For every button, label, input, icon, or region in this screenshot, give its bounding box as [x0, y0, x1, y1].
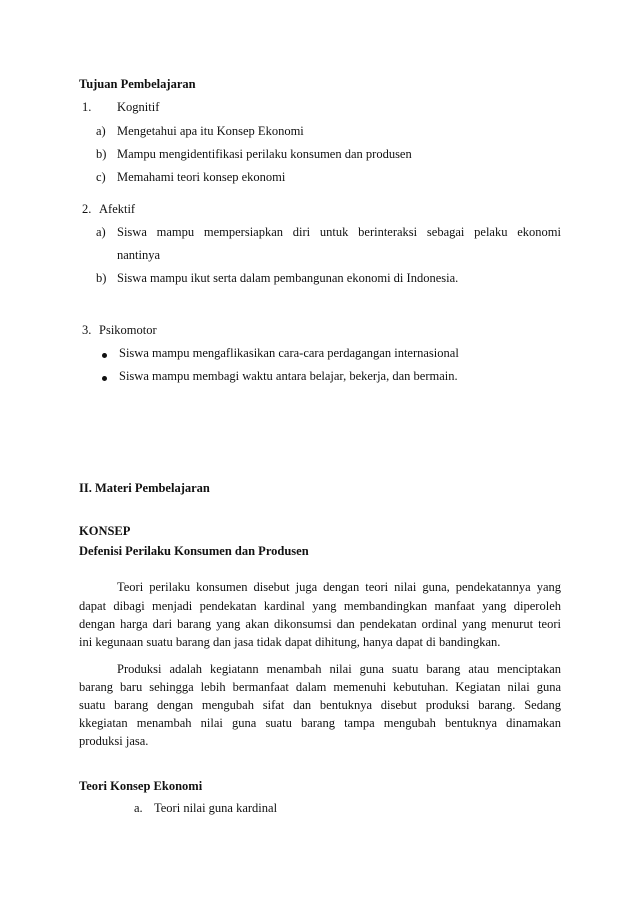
paragraph-line: Teori perilaku konsumen disebut juga dengan teori nilai guna, pendekatannya yang	[117, 580, 561, 594]
psikomotor-bullet-text: Siswa mampu membagi waktu antara belajar, bekerja, dan bermain.	[119, 369, 458, 383]
afektif-item-text-line: Siswa mampu mempersiapkan diri untuk berinteraksi sebagai pelaku ekonomi	[117, 225, 561, 239]
konsep-heading: KONSEP	[79, 524, 131, 538]
tujuan-title: Tujuan Pembelajaran	[79, 77, 196, 91]
teori-item-text: Teori nilai guna kardinal	[154, 801, 278, 815]
teori-item-letter: a.	[134, 801, 143, 815]
kognitif-item-letter: a)	[96, 124, 106, 138]
paragraph-line: barang baru sehingga lebih bermanfaat dalam memenuhi kebutuhan. Kegiatan nilai guna	[79, 680, 561, 694]
bullet-icon	[102, 376, 107, 381]
kognitif-item-text: Memahami teori konsep ekonomi	[117, 170, 286, 184]
kognitif-item-letter: b)	[96, 147, 107, 161]
kognitif-item-letter: c)	[96, 170, 106, 184]
kognitif-item-text: Mengetahui apa itu Konsep Ekonomi	[117, 124, 304, 138]
paragraph-line: kkegiatan menambah nilai guna suatu barang tampa mengubah bentuknya dinamakan	[79, 716, 561, 730]
paragraph-line: dapat dibagi menjadi pendekatan kardinal yang membandingkan manfaat yang diperoleh	[79, 599, 561, 613]
definisi-title: Defenisi Perilaku Konsumen dan Produsen	[79, 544, 309, 558]
kognitif-item-text: Mampu mengidentifikasi perilaku konsumen dan produsen	[117, 147, 412, 161]
psikomotor-bullet-text: Siswa mampu mengaflikasikan cara-cara perdagangan internasional	[119, 346, 459, 360]
paragraph-line: dengan harga dari barang yang akan dikonsumsi dan pendekatan ordinal yang menurut teori	[79, 617, 561, 631]
afektif-label: Afektif	[99, 202, 136, 216]
afektif-item-letter: b)	[96, 271, 107, 285]
afektif-item-text-line: nantinya	[117, 248, 161, 262]
afektif-item-text: Siswa mampu ikut serta dalam pembangunan ekonomi di Indonesia.	[117, 271, 459, 285]
paragraph-line: suatu barang dengan mengubah sifat dan bentuknya disebut produksi barang. Sedang	[79, 698, 561, 712]
psikomotor-number: 3.	[82, 323, 92, 337]
kognitif-number: 1.	[82, 100, 92, 114]
teori-title: Teori Konsep Ekonomi	[79, 779, 203, 793]
paragraph-line: ini kegunaan suatu barang dan jasa tidak dapat dihitung, hanya dapat di bandingkan.	[79, 635, 501, 649]
materi-heading: II. Materi Pembelajaran	[79, 481, 210, 495]
paragraph-line: Produksi adalah kegiatann menambah nilai guna suatu barang atau menciptakan	[117, 662, 561, 676]
afektif-number: 2.	[82, 202, 92, 216]
bullet-icon	[102, 353, 107, 358]
kognitif-label: Kognitif	[117, 100, 160, 114]
paragraph-line: produksi jasa.	[79, 734, 149, 748]
psikomotor-label: Psikomotor	[99, 323, 157, 337]
afektif-item-letter: a)	[96, 225, 106, 239]
